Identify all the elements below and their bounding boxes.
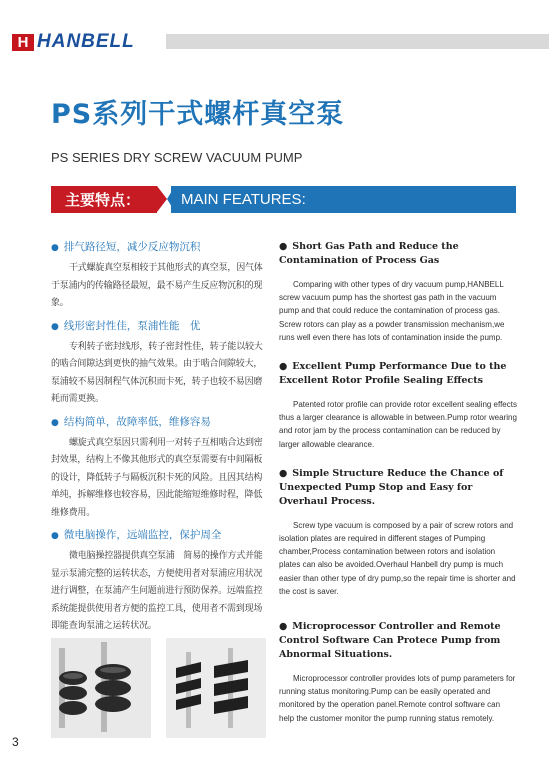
bullet-icon: ● (279, 621, 288, 633)
feature-heading-cn: 微电脑操作，远端监控，保护周全 (63, 529, 222, 541)
feature-item-en (279, 620, 517, 725)
bullet-icon: ● (51, 531, 59, 541)
feature-item-cn (51, 415, 263, 523)
feature-item-cn (51, 319, 263, 409)
feature-heading-cn: 结构简单，故障率低，维修容易 (63, 415, 211, 428)
feature-heading-en: Short Gas Path and Reduce the Contamination of Process Gas (279, 241, 459, 266)
bullet-icon: ● (279, 361, 288, 373)
feature-body-cn: 螺旋式真空泵因只需利用一对转子互相啮合达到密封效果，结构上不像其他形式的真空泵需要有中间隔板的设计，降低转子与隔板沉积卡死的风险。且因其结构单纯，拆解维修也较容易，因此能缩短维修时程，降低维修费用。 (51, 437, 263, 518)
feature-heading-en: Simple Structure Reduce the Chance of Unexpected Pump Stop and Easy for Overhaul Process. (279, 467, 504, 507)
rotor-photo-left (51, 638, 151, 738)
feature-body-cn: 专利转子密封线形，转子密封性佳，转子能以较大的啮合间隙达到更快的抽气效果。由于啮合间隙较大，泵浦较不易因制程气体沉积而卡死，转子也较不易因磨耗而需更换。 (51, 341, 263, 404)
hanbell-logo (12, 31, 135, 53)
feature-heading-en: Excellent Pump Performance Due to the Excellent Rotor Profile Sealing Effects (279, 361, 507, 387)
feature-body-cn: 干式螺旋真空泵相较于其他形式的真空泵，因气体于泵浦内的传输路径最短，最不易产生反应物沉积的现象。 (51, 263, 263, 308)
feature-body-cn: 微电脑操控器提供真空泵浦 简易的操作方式并能显示泵浦完整的运转状态，方便使用者对泵浦应用状况进行调整，在泵浦产生问题前进行预防保养。远端监控系统能提供使用者方便的监控工具，使用者不需到现场即能查询泵浦之运转状况。 (51, 551, 263, 631)
bullet-icon: ● (51, 417, 59, 428)
feature-body-en: Microprocessor controller provides lots of pump parameters for running status monitoring.Pump can be easily operated and monitored by the operation panel.Remote control software can help the customer monitor the pump running status remotely. (279, 674, 516, 723)
page-title-cn: PS系列干式螺杆真空泵 (51, 99, 345, 130)
features-banner (51, 186, 516, 213)
features-list-en (279, 240, 517, 725)
feature-heading-cn: 排气路径短，减少反应物沉积 (63, 241, 201, 253)
feature-body-en: Screw type vacuum is composed by a pair of screw rotors and isolation plates are required in different stages of Pumping chamber,Process contamination between rotors and isolation plates can also be avoided.Overhaul Hanbell dry pump is much easier than other type of dry pump,so the repair time is shorter and the cost is saver. (279, 520, 516, 596)
bullet-icon: ● (279, 467, 288, 479)
feature-item-cn (51, 240, 263, 313)
feature-item-en (279, 360, 517, 451)
page-number: 3 (12, 735, 19, 749)
feature-body-en: Patented rotor profile can provide rotor excellent sealing effects thus a larger clearance is allowable in between.Pump rotor wearing and rotor jam by the process contamination can be reduced by larger allowable clearance. (279, 400, 517, 449)
features-banner-cn: 主要特点： (51, 186, 157, 213)
features-banner-en: MAIN FEATURES: (171, 186, 516, 213)
feature-body-en: Comparing with other types of dry vacuum pump,HANBELL screw vacuum pump has the shortest gas path in the vacuum pump and that could reduce the contamination of process gas. Screw rotors can play as a powder transmission mechanism,we runs well even there has lots of contamination inside the pump. (279, 280, 505, 342)
feature-item-cn (51, 528, 263, 636)
bullet-icon: ● (51, 321, 59, 332)
header-bar (166, 34, 549, 49)
feature-heading-en: Microprocessor Controller and Remote Control Software Can Protece Pump from Abnormal Situations. (279, 621, 501, 661)
page-title-en: PS SERIES DRY SCREW VACUUM PUMP (51, 150, 303, 165)
feature-item-en (279, 467, 517, 598)
rotor-photo-right (166, 638, 266, 738)
bullet-icon: ● (51, 243, 59, 253)
features-list-cn (51, 240, 263, 642)
bullet-icon: ● (279, 241, 288, 252)
banner-arrow-red (157, 186, 167, 212)
feature-heading-cn: 线形密封性佳，泵浦性能 优 (63, 319, 201, 332)
feature-item-en (279, 240, 517, 344)
logo-mark: H (12, 34, 34, 51)
logo-text: HANBELL (37, 31, 135, 52)
